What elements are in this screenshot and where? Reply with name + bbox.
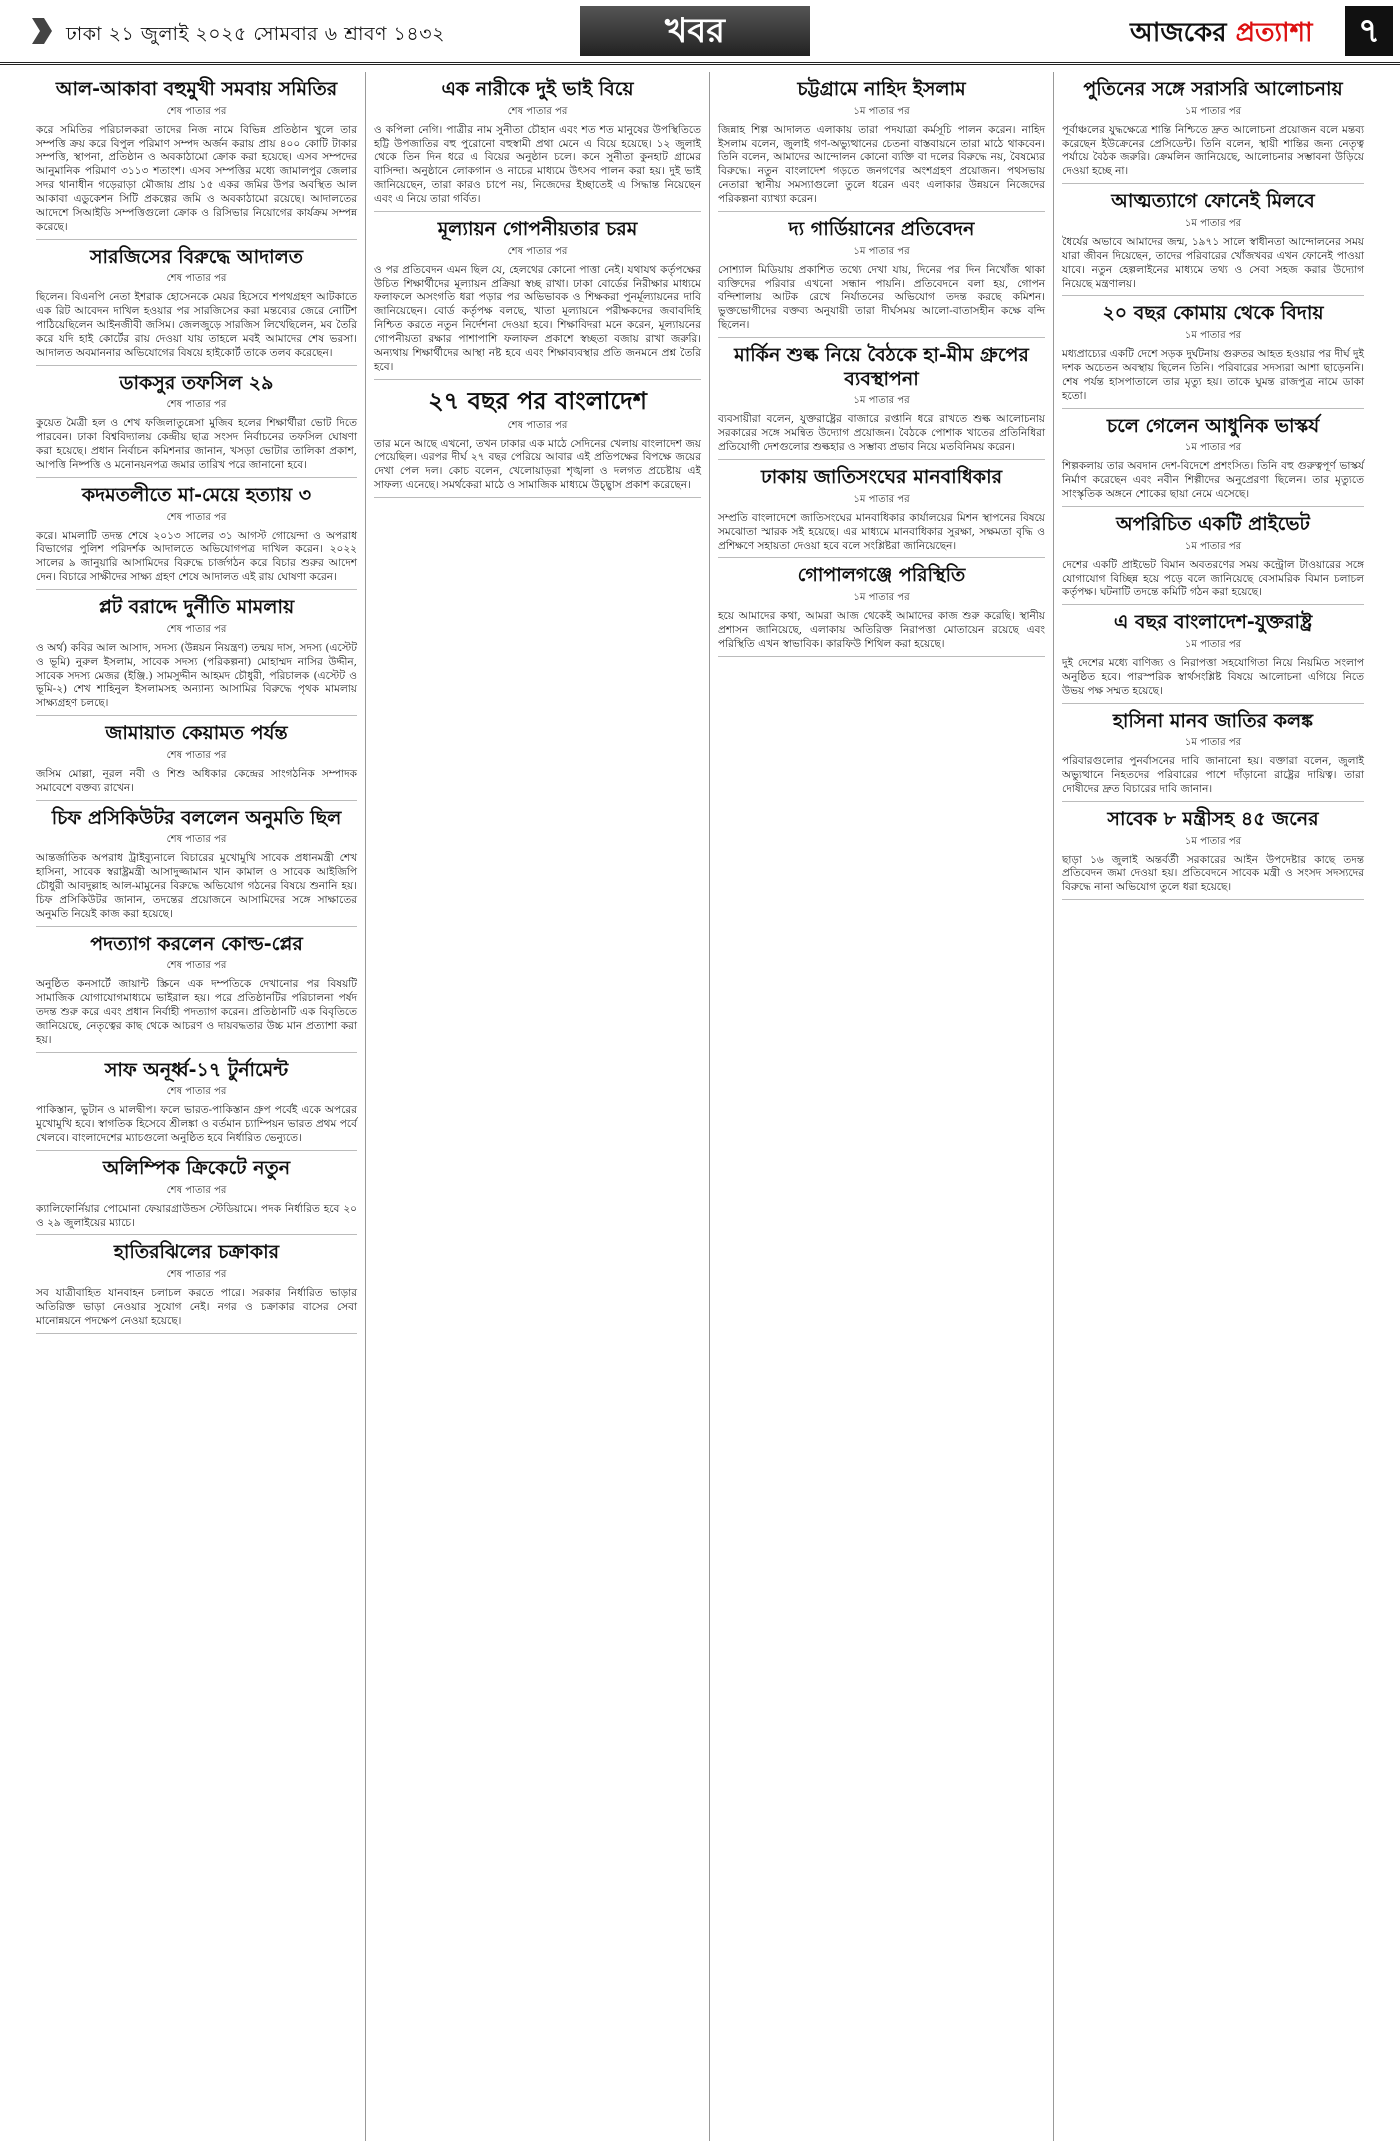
article-body: জসিম মোল্লা, নূরল নবী ও শিশু অধিকার কেন্দ্রের সাংগঠনিক সম্পাদক সমাবেশে বক্তব্য রাখেন। [36, 767, 357, 794]
continuation-note: শেষ পাতার পর [507, 245, 568, 257]
section-title: খবর [580, 6, 810, 56]
continuation-note: ১ম পাতার পর [853, 245, 910, 257]
article-body: কুয়েত মৈত্রী হল ও শেখ ফজিলাতুন্নেসা মুজিব হলের শিক্ষার্থীরা ভোট দিতে পারবেন। ঢাকা বিশ্ববিদ্যালয় কেন্দ্রীয় ছাত্র সংসদ নির্বাচনের তফসিল ঘোষণা করা হয়েছে। প্রধান নির্বাচন কমিশনার জানান, খসড়া ভোটার তালিকা প্রকাশ, আপত্তি নিষ্পত্তি ও মনোনয়নপত্র জমার তারিখ পরে জানানো হবে। [36, 417, 357, 471]
article-body: ব্যবসায়ীরা বলেন, যুক্তরাষ্ট্রের বাজারে রপ্তানি ধরে রাখতে শুল্ক আলোচনায় সরকারের সঙ্গে সমন্বিত উদ্যোগ প্রয়োজন। বৈঠকে পোশাক খাতের প্রতিনিধিরা প্রতিযোগী দেশগুলোর শুল্কহার ও সম্ভাব্য প্রভাব নিয়ে মতবিনিময় করেন। [718, 413, 1045, 454]
article-body: তার মনে আছে এখনো, তখন ঢাকার এক মাঠে সেদিনের খেলায় বাংলাদেশ জয় পেয়েছিল। এরপর দীর্ঘ ২৭ বছর পেরিয়ে আবার এই প্রতিপক্ষের বিপক্ষে জয়ের দেখা পেল দল। কোচ বলেন, খেলোয়াড়রা শৃঙ্খলা ও দলগত প্রচেষ্টায় এই সাফল্য এনেছে। সমর্থকেরা মাঠে ও সামাজিক মাধ্যমে উচ্ছ্বাস প্রকাশ করেছেন। [374, 437, 701, 492]
article-headline: ঢাকায় জাতিসংঘের মানবাধিকার [760, 466, 1003, 489]
article-headline: এ বছর বাংলাদেশ-যুক্তরাষ্ট্র [1113, 611, 1313, 634]
continuation-note: ১ম পাতার পর [1184, 737, 1242, 749]
continuation-note: ১ম পাতার পর [1184, 638, 1242, 650]
article-headline: পদত্যাগ করলেন কোল্ড-প্লের [90, 932, 303, 955]
article [36, 807, 357, 927]
continuation-note: শেষ পাতার পর [166, 623, 227, 635]
article-headline: প্লট বরাদ্দে দুর্নীতি মামলায় [98, 596, 295, 619]
article [1062, 513, 1364, 605]
article [36, 596, 357, 716]
article-headline: হাসিনা মানব জাতির কলঙ্ক [1112, 709, 1314, 732]
continuation-note: শেষ পাতার পর [166, 960, 227, 972]
article-headline: মূল্যায়ন গোপনীয়তার চরম [437, 217, 638, 240]
continuation-note: শেষ পাতার পর [166, 511, 227, 523]
article-headline: চিফ প্রসিকিউটর বললেন অনুমতি ছিল [51, 806, 342, 829]
article [374, 218, 701, 380]
continuation-note: ১ম পাতার পর [853, 592, 910, 604]
continuation-note: ১ম পাতার পর [1184, 330, 1242, 342]
article-body: সম্প্রতি বাংলাদেশে জাতিসংঘের মানবাধিকার কার্যালয়ের মিশন স্থাপনের বিষয়ে সমঝোতা স্মারক সই হয়েছে। এর মাধ্যমে মানবাধিকার সুরক্ষা, সক্ষমতা বৃদ্ধি ও প্রশিক্ষণে সহায়তা দেওয়া হবে বলে সংশ্লিষ্টরা জানিয়েছেন। [718, 511, 1045, 552]
article-headline: দ্য গার্ডিয়ানের প্রতিবেদন [788, 217, 975, 240]
article-body: করে সমিতির পরিচালকরা তাদের নিজ নামে বিভিন্ন প্রতিষ্ঠান খুলে তার সম্পত্তি ক্রয় করে বিপুল পরিমাণ সম্পদ অর্জন করায় প্রায় ৪০০ কোটি টাকার সম্পত্তি, স্থাপনা, প্রতিষ্ঠান ও অবকাঠামো ক্রোক করা হয়েছে। এসব সম্পদের আনুমানিক পরিমাণ ৩১১৩ শতাংশ। এসব সম্পত্তির মধ্যে জামালপুর জেলার সদর থানাধীন গড়েরাড়া মৌজায় প্রায় ১৫ একর জমির উপর অবস্থিত আল আকাবা এডুকেশন সিটি প্রকল্পের জমি ও অবকাঠামো রয়েছে। আদালতের আদেশে সিআইডি সম্পত্তিগুলো ক্রোক ও রিসিভার নিয়োগের কার্যক্রম সম্পন্ন করেছে। [36, 123, 357, 233]
continuation-note: ১ম পাতার পর [1184, 105, 1242, 117]
continuation-note: ১ম পাতার পর [1184, 442, 1242, 454]
continuation-note: শেষ পাতার পর [166, 834, 227, 846]
continuation-note: ১ম পাতার পর [1184, 217, 1242, 229]
article [1062, 808, 1364, 900]
article-body: ছাড়া ১৬ জুলাই অন্তর্বর্তী সরকারের আইন উপদেষ্টার কাছে তদন্ত প্রতিবেদন জমা দেওয়া হয়। প্রতিবেদনে সাবেক মন্ত্রী ও সংসদ সদস্যদের বিরুদ্ধে নানা অভিযোগ তুলে ধরা হয়েছে। [1062, 853, 1364, 894]
article [36, 1241, 357, 1333]
article-body: করে। মামলাটি তদন্ত শেষে ২০১৩ সালের ৩১ আগস্ট গোয়েন্দা ও অপরাধ বিভাগের পুলিশ পরিদর্শক আদালতে অভিযোগপত্র দাখিল করেন। ২০২২ সালের ৯ জানুয়ারি আসামিদের বিরুদ্ধে চার্জগঠন করে বিচার শুরুর আদেশ দেন। বিচারে সাক্ষীদের সাক্ষ্য গ্রহণ শেষে আদালত এই রায় ঘোষণা করেন। [36, 529, 357, 584]
article-body: অনুষ্ঠিত কনসার্টে জায়ান্ট স্ক্রিনে এক দম্পতিকে দেখানোর পর বিষয়টি সামাজিক যোগাযোগমাধ্যমে ভাইরাল হয়। পরে প্রতিষ্ঠানটির পরিচালনা পর্ষদ তদন্ত শুরু করে এবং প্রধান নির্বাহী পদত্যাগ করেন। প্রতিষ্ঠানটি এক বিবৃতিতে জানিয়েছে, নেতৃত্বের কাছ থেকে আচরণ ও দায়বদ্ধতার উচ্চ মান প্রত্যাশা করা হয়। [36, 978, 357, 1046]
article-body: পূর্বাঞ্চলের যুদ্ধক্ষেত্রে শান্তি নিশ্চিতে দ্রুত আলোচনা প্রয়োজন বলে মন্তব্য করেছেন ইউক্রেনের প্রেসিডেন্ট। তিনি বলেন, স্থায়ী শান্তির জন্য নেতৃত্ব পর্যায়ে বৈঠক জরুরি। ক্রেমলিন জানিয়েছে, আলোচনার সম্ভাবনা উড়িয়ে দেওয়া হচ্ছে না। [1062, 123, 1364, 178]
continuation-note: শেষ পাতার পর [166, 399, 227, 411]
article-body: মধ্যপ্রাচ্যের একটি দেশে সড়ক দুর্ঘটনায় গুরুতর আহত হওয়ার পর দীর্ঘ দুই দশক অচেতন অবস্থায় ছিলেন তিনি। পরিবারের সদস্যরা আশা ছাড়েননি। শেষ পর্যন্ত হাসপাতালে তার মৃত্যু হয়। তাকে ঘুমন্ত রাজপুত্র নামে ডাকা হতো। [1062, 348, 1364, 402]
article-headline: সারজিসের বিরুদ্ধে আদালত [89, 245, 304, 268]
continuation-note: ১ম পাতার পর [853, 105, 910, 117]
article [36, 933, 357, 1053]
article-body: দুই দেশের মধ্যে বাণিজ্য ও নিরাপত্তা সহযোগিতা নিয়ে নিয়মিত সংলাপ অনুষ্ঠিত হবে। পারস্পরিক স্বার্থসংশ্লিষ্ট বিষয়ে আলোচনা এগিয়ে নিতে উভয় পক্ষ সম্মত হয়েছে। [1062, 656, 1364, 697]
article-body: পরিবারগুলোর পুনর্বাসনের দাবি জানানো হয়। বক্তারা বলেন, জুলাই অভ্যুত্থানে নিহতদের পরিবারের পাশে দাঁড়ানো রাষ্ট্রের দায়িত্ব। তারা দোষীদের দ্রুত বিচারের দাবি জানান। [1062, 755, 1364, 796]
continuation-note: শেষ পাতার পর [166, 1086, 227, 1098]
article-headline: পুতিনের সঙ্গে সরাসরি আলোচনায় [1083, 78, 1343, 100]
continuation-note: শেষ পাতার পর [166, 1269, 227, 1281]
article [1062, 302, 1364, 408]
continuation-note: শেষ পাতার পর [166, 105, 227, 117]
article-body: সোশ্যাল মিডিয়ায় প্রকাশিত তথ্যে দেখা যায়, দিনের পর দিন নিখোঁজ থাকা ব্যক্তিদের পরিবার এখনো সন্ধান পায়নি। প্রতিবেদনে বলা হয়, গোপন বন্দিশালায় আটক রেখে নির্যাতনের অভিযোগ তদন্ত করছে কমিশন। ভুক্তভোগীদের বক্তব্য অনুযায়ী তারা দীর্ঘসময় আলো-বাতাসহীন কক্ষে বন্দি ছিলেন। [718, 263, 1045, 332]
article-body: ও পর প্রতিবেদন এমন ছিল যে, হেলথের কোনো পাত্তা নেই। যথাযথ কর্তৃপক্ষের উচিত শিক্ষার্থীদের মূল্যায়ন প্রক্রিয়া স্বচ্ছ রাখা। ঢাকা বোর্ডের নিরীক্ষার মাধ্যমে ফলাফলে অসংগতি ধরা পড়ার পর অভিভাবক ও শিক্ষকরা পুনর্মূল্যায়নের দাবি জানিয়েছেন। বোর্ড কর্তৃপক্ষ বলছে, খাতা মূল্যায়নে পরীক্ষকদের জবাবদিহি নিশ্চিত করতে নতুন নির্দেশনা দেওয়া হবে। শিক্ষাবিদরা মনে করেন, মূল্যায়নের গোপনীয়তা রক্ষার পাশাপাশি ফলাফল প্রকাশে স্বচ্ছতা বজায় রাখা জরুরি। অন্যথায় শিক্ষার্থীদের আস্থা নষ্ট হবে এবং শিক্ষাব্যবস্থার প্রতি জনমনে প্রশ্ন তৈরি হবে। [374, 263, 701, 373]
continuation-note: শেষ পাতার পর [166, 273, 227, 285]
continuation-note: ১ম পাতার পর [853, 395, 910, 407]
article [1062, 611, 1364, 703]
article-headline: অপরিচিত একটি প্রাইভেট [1116, 512, 1310, 535]
article [718, 466, 1045, 558]
article-headline: ২০ বছর কোমায় থেকে বিদায় [1102, 302, 1324, 325]
article-body: ধৈর্যের অভাবে আমাদের জন্ম, ১৯৭১ সালে স্বাধীনতা আন্দোলনের সময় যারা জীবন দিয়েছেন, তাদের পরিবারের খোঁজখবর এখন ফোনেই পাওয়া যাবে। নতুন হেল্পলাইনের মাধ্যমে তথ্য ও সেবা সহজ করার উদ্যোগ নিয়েছে মন্ত্রণালয়। [1062, 235, 1364, 290]
continuation-note: শেষ পাতার পর [507, 105, 568, 117]
article-headline: ডাকসুর তফসিল ২৯ [119, 371, 274, 394]
article-body: সব যাত্রীবাহিত যানবাহন চলাচল করতে পারে। সরকার নির্ধারিত ভাড়ার অতিরিক্ত ভাড়া নেওয়ার সুযোগ নেই। নগর ও চক্রাকার বাসের সেবা মানোন্নয়নে পদক্ষেপ নেওয়া হয়েছে। [36, 1287, 357, 1327]
column-4 [1054, 72, 1372, 2141]
continuation-note: শেষ পাতার পর [166, 749, 227, 761]
article-body: শিল্পকলায় তার অবদান দেশ-বিদেশে প্রশংসিত। তিনি বহু গুরুত্বপূর্ণ ভাস্কর্য নির্মাণ করেছেন এবং নবীন শিল্পীদের অনুপ্রেরণা ছিলেন। তার মৃত্যুতে সাংস্কৃতিক অঙ্গনে শোকের ছায়া নেমে এসেছে। [1062, 460, 1364, 501]
article-headline: চট্টগ্রামে নাহিদ ইসলাম [797, 78, 966, 100]
article-headline: আল-আকাবা বহুমুখী সমবায় সমিতির [55, 78, 338, 100]
article-headline: সাফ অনূর্ধ্ব-১৭ টুর্নামেন্ট [104, 1058, 289, 1081]
article-headline: অলিম্পিক ক্রিকেটে নতুন [102, 1156, 291, 1179]
article [1062, 415, 1364, 507]
article-body: ও অর্থ) কবির আল আসাদ, সদস্য (উন্নয়ন নিয়ন্ত্রণ) তন্ময় দাস, সদস্য (এস্টেট ও ভূমি) নুরুল ইসলাম, সাবেক সদস্য (পরিকল্পনা) মোহাম্মদ নাসির উদ্দীন, সাবেক সদস্য মেজর (ইঞ্জি.) সামসুদ্দীন আহমদ চৌধুরী, পরিচালক (এস্টেট ও ভূমি-২) শেখ শাহিনুল ইসলামসহ অন্যান্য আসামির বিরুদ্ধে পৃথক মামলায় সাক্ষ্যগ্রহণ চলছে। [36, 641, 357, 710]
article [36, 722, 357, 800]
article [718, 564, 1045, 656]
article-headline: ২৭ বছর পর বাংলাদেশ [428, 386, 647, 415]
logo-part-1: আজকের [1130, 18, 1227, 48]
article-headline: আত্মত্যাগে ফোনেই মিলবে [1111, 190, 1315, 213]
article [36, 484, 357, 590]
continuation-note: শেষ পাতার পর [166, 1184, 227, 1196]
masthead [0, 0, 1400, 65]
article [1062, 710, 1364, 802]
article-body: ছিলেন। বিএনপি নেতা ইশরাক হোসেনকে মেয়র হিসেবে শপথগ্রহণ আটকাতে এক রিট আবেদন দাখিল হওয়ার পর সারজিসের করা মন্তব্যের জেরে নোটিশ পাঠিয়েছিলেন আইনজীবী জসিম। জেলজুড়ে সারজিস লিখেছিলেন, মব তৈরি করে যদি হাই কোর্টের রায় দেওয়া যায় তাহলে মবই আমাদের শেষ ভরসা। আদালত অবমাননার অভিযোগের বিষয়ে হাইকোর্ট তাকে তলব করেছেন। [36, 291, 357, 359]
column-2 [366, 72, 710, 2141]
article-headline: সাবেক ৮ মন্ত্রীসহ ৪৫ জনের [1107, 807, 1319, 830]
article-headline: জামায়াত কেয়ামত পর্যন্ত [105, 722, 288, 745]
article [718, 344, 1045, 460]
continuation-note: ১ম পাতার পর [1184, 540, 1242, 552]
article-body: ও কপিলা নেগি। পাত্রীর নাম সুনীতা চৌহান এবং শত শত মানুষের উপস্থিতিতে হট্টি উপজাতির বহু পুরোনো বহুস্বামী প্রথা মেনে এ বিয়ে হয়েছে। ১২ জুলাই থেকে তিন দিন ধরে এ বিয়ের অনুষ্ঠান চলে। কনে সুনীতা কুনহাট গ্রামের বাসিন্দা। অনুষ্ঠানে লোকগান ও নাচের মাধ্যমে উৎসব পালন করা হয়। দুই ভাই জানিয়েছেন, তারা কারও চাপে নয়, নিজেদের ইচ্ছাতেই এ সিদ্ধান্ত নিয়েছেন এবং এ নিয়ে তারা গর্বিত। [374, 123, 701, 206]
article-headline: এক নারীকে দুই ভাই বিয়ে [441, 78, 634, 100]
article [718, 78, 1045, 212]
article [1062, 190, 1364, 296]
article-body: আন্তর্জাতিক অপরাধ ট্রাইব্যুনালে বিচারের মুখোমুখি সাবেক প্রধানমন্ত্রী শেখ হাসিনা, সাবেক স্বরাষ্ট্রমন্ত্রী আসাদুজ্জামান খান কামাল ও সাবেক আইজিপি চৌধুরী আবদুল্লাহ আল-মামুনের বিরুদ্ধে অভিযোগ গঠনের বিষয়ে শুনানি হয়। চিফ প্রসিকিউটর জানান, তদন্তের প্রয়োজনে আসামিদের সঙ্গে সাক্ষাতের অনুমতি নিয়েই কাজ করা হয়েছে। [36, 852, 357, 920]
article-headline: হাতিরঝিলের চক্রাকার [113, 1241, 280, 1264]
article-headline: মার্কিন শুল্ক নিয়ে বৈঠকে হা-মীম গ্রুপের ব্যবস্থাপনা [734, 343, 1029, 390]
article-body: ক্যালিফোর্নিয়ার পোমোনা ফেয়ারগ্রাউন্ডস স্টেডিয়ামে। পদক নির্ধারিত হবে ২০ ও ২৯ জুলাইয়ের ম্যাচে। [36, 1202, 357, 1229]
article-headline: চলে গেলেন আধুনিক ভাস্কর্য [1106, 414, 1320, 437]
article [36, 372, 357, 478]
arrow-icon [32, 18, 52, 44]
column-3 [710, 72, 1054, 2141]
article [374, 78, 701, 212]
continuation-note: ১ম পাতার পর [853, 493, 910, 505]
article-body: দেশের একটি প্রাইভেট বিমান অবতরণের সময় কন্ট্রোল টাওয়ারের সঙ্গে যোগাযোগ বিচ্ছিন্ন হয়ে পড়ে বলে জানিয়েছে বেসামরিক বিমান চলাচল কর্তৃপক্ষ। ঘটনাটি তদন্তে কমিটি গঠন করা হয়েছে। [1062, 558, 1364, 599]
column-1 [28, 72, 366, 2141]
article-headline: গোপালগঞ্জে পরিস্থিতি [797, 564, 966, 587]
logo-part-2: প্রত্যাশা [1235, 18, 1313, 48]
newspaper-logo [1130, 12, 1313, 56]
article [1062, 78, 1364, 184]
article [374, 386, 701, 498]
article-body: হয়ে আমাদের কথা, আমরা আজ থেকেই আমাদের কাজ শুরু করেছি। স্থানীয় প্রশাসন জানিয়েছে, এলাকায় অতিরিক্ত নিরাপত্তা মোতায়েন রয়েছে এবং পরিস্থিতি এখন স্বাভাবিক। কারফিউ শিথিল করা হয়েছে। [718, 610, 1045, 650]
continuation-note: শেষ পাতার পর [507, 419, 568, 431]
article [36, 1059, 357, 1151]
article [718, 218, 1045, 338]
continuation-note: ১ম পাতার পর [1184, 835, 1242, 847]
article [36, 78, 357, 240]
article-body: জিন্নাহ শিল্প আদালত এলাকায় তারা পদযাত্রা কর্মসূচি পালন করেন। নাহিদ ইসলাম বলেন, জুলাই গণ-অভ্যুত্থানের চেতনা বাস্তবায়নে তারা মাঠে থাকবেন। তিনি বলেন, আমাদের আন্দোলন কোনো ব্যক্তি বা দলের বিরুদ্ধে নয়, বৈষম্যের বিরুদ্ধে। নতুন বাংলাদেশ গড়তে জনগণের অংশগ্রহণ প্রয়োজন। পথসভায় নেতারা স্থানীয় সমস্যাগুলো তুলে ধরেন এবং এলাকার উন্নয়নে নিজেদের পরিকল্পনা ব্যাখ্যা করেন। [718, 123, 1045, 206]
article [36, 246, 357, 366]
article [36, 1157, 357, 1235]
page-number: ৭ [1345, 6, 1393, 56]
article-body: পাকিস্তান, ভুটান ও মালদ্বীপ। ফলে ভারত-পাকিস্তান গ্রুপ পর্বেই একে অপরের মুখোমুখি হবে। স্বাগতিক হিসেবে শ্রীলঙ্কা ও বর্তমান চ্যাম্পিয়ন ভারত প্রথম পর্বে খেলবে। বাংলাদেশের ম্যাচগুলো অনুষ্ঠিত হবে নির্ধারিত ভেন্যুতে। [36, 1104, 357, 1145]
article-headline: কদমতলীতে মা-মেয়ে হত্যায় ৩ [81, 483, 312, 506]
page-date: ঢাকা ২১ জুলাই ২০২৫ সোমবার ৬ শ্রাবণ ১৪৩২ [66, 23, 445, 45]
